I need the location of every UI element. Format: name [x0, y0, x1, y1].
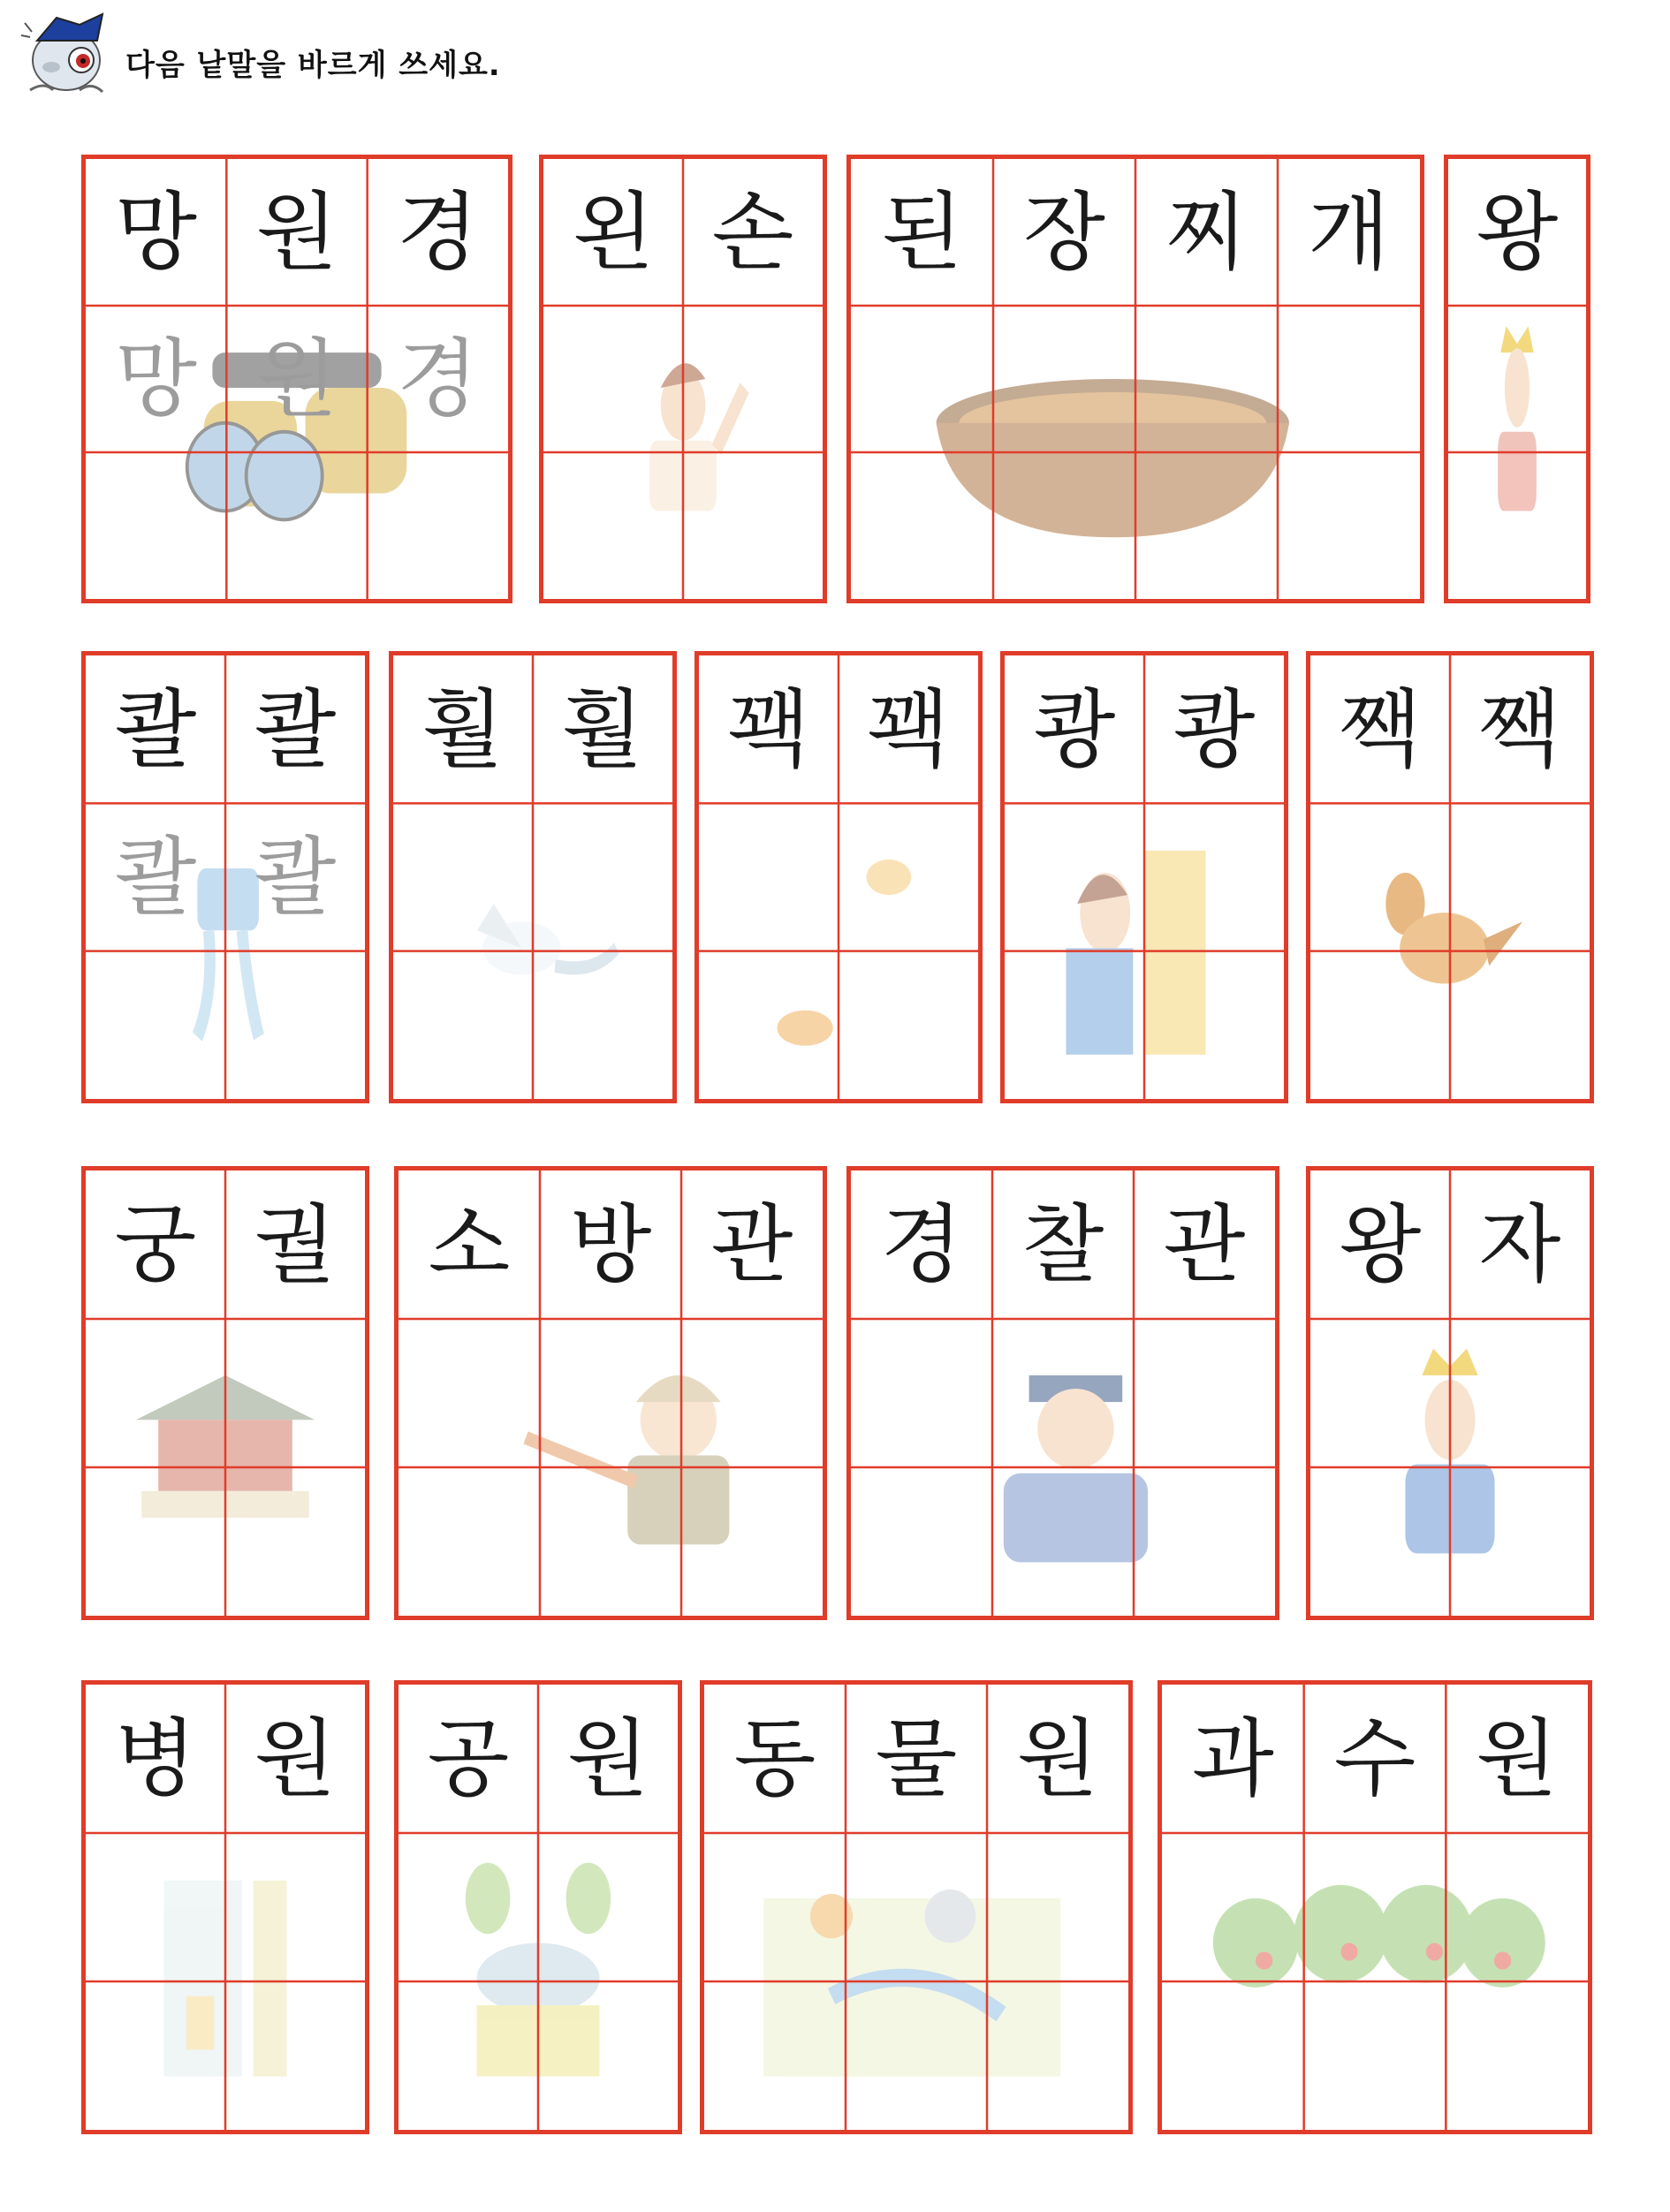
character-cell: 콸: [114, 679, 197, 779]
character-cell: 소: [428, 1194, 511, 1294]
character-cell: 장: [1023, 182, 1105, 282]
word-characters: [1005, 655, 1284, 803]
character-cell: 콸: [254, 679, 337, 779]
character-cell: 왕: [1476, 182, 1559, 282]
word-characters: [851, 159, 1420, 306]
character-cell: 짹: [1339, 679, 1422, 779]
word-card-gongwon: [394, 1680, 682, 2134]
word-card-jjaekjjaek: [1306, 651, 1594, 1103]
character-cell: 과: [1191, 1708, 1274, 1808]
word-card-oenson: [539, 155, 827, 603]
word-characters: [1310, 1170, 1590, 1319]
character-cell: 훨: [561, 679, 644, 779]
character-cell: 훨: [421, 679, 505, 779]
word-card-wang: [1444, 155, 1590, 603]
header: [18, 5, 813, 102]
word-card-gyeongchalgwan: [846, 1166, 1279, 1620]
word-characters: [704, 1685, 1128, 1833]
trace-character-cell: 콸: [254, 827, 337, 927]
word-characters: [1310, 655, 1590, 803]
character-cell: 물: [875, 1708, 958, 1808]
character-cell: 왕: [1339, 1194, 1422, 1294]
word-characters: [399, 1685, 678, 1833]
word-characters: [851, 1170, 1275, 1319]
character-cell: 원: [566, 1708, 649, 1808]
character-cell: 관: [710, 1194, 793, 1294]
character-cell: 쾅: [1033, 679, 1116, 779]
word-characters: [86, 159, 508, 306]
trace-character-cell: 콸: [114, 827, 197, 927]
character-cell: 원: [1476, 1708, 1559, 1808]
character-cell: 공: [427, 1708, 510, 1808]
word-card-dongmurwon: [700, 1680, 1133, 2134]
character-cell: 원: [1016, 1708, 1099, 1808]
word-characters: [86, 655, 365, 803]
trace-characters: [86, 306, 508, 452]
trace-character-cell: 원: [255, 329, 338, 428]
word-card-hwolhwol: [389, 651, 677, 1103]
word-card-wangja: [1306, 1166, 1594, 1620]
word-card-sobanggwan: [394, 1166, 827, 1620]
word-card-byeongwon: [81, 1680, 369, 2134]
trace-characters: [86, 803, 365, 951]
character-cell: 꽥: [867, 679, 950, 779]
character-cell: 궐: [254, 1194, 337, 1294]
word-characters: [543, 159, 823, 306]
word-characters: [399, 1170, 823, 1319]
word-characters: [86, 1170, 365, 1319]
character-cell: 짹: [1478, 679, 1561, 779]
trace-character-cell: 망: [115, 329, 198, 428]
instruction-text: 다음 낱말을 바르게 쓰세요.: [125, 48, 501, 83]
word-characters: [699, 655, 978, 803]
word-card-kkwaekkkwaek: [695, 651, 983, 1103]
word-card-gwasuwon: [1158, 1680, 1592, 2134]
word-characters: [86, 1685, 365, 1833]
character-cell: 개: [1308, 182, 1390, 282]
word-card-mangwongyeong: [81, 155, 512, 603]
character-cell: 궁: [114, 1194, 197, 1294]
character-cell: 병: [114, 1708, 197, 1808]
character-cell: 왼: [572, 182, 655, 282]
character-cell: 원: [254, 1708, 337, 1808]
character-cell: 된: [881, 182, 963, 282]
word-card-kwangkwang: [1000, 651, 1288, 1103]
word-card-doenjangjjigae: [846, 155, 1424, 603]
character-cell: 쾅: [1173, 679, 1256, 779]
character-cell: 찌: [1165, 182, 1248, 282]
character-cell: 망: [115, 182, 198, 282]
character-cell: 경: [880, 1194, 963, 1294]
trace-character-cell: 경: [396, 329, 479, 428]
character-cell: 경: [396, 182, 479, 282]
character-cell: 꽥: [727, 679, 810, 779]
character-cell: 방: [569, 1194, 652, 1294]
character-cell: 수: [1333, 1708, 1416, 1808]
character-cell: 동: [733, 1708, 816, 1808]
word-card-kwalkwal: [81, 651, 369, 1103]
word-characters: [1448, 159, 1586, 306]
character-cell: 원: [255, 182, 338, 282]
word-card-gunggwol: [81, 1166, 369, 1620]
character-cell: 관: [1163, 1194, 1246, 1294]
character-cell: 찰: [1021, 1194, 1104, 1294]
character-cell: 손: [711, 182, 794, 282]
word-characters: [1162, 1685, 1588, 1833]
character-cell: 자: [1478, 1194, 1561, 1294]
word-characters: [393, 655, 672, 803]
mascot-icon: [18, 5, 115, 102]
